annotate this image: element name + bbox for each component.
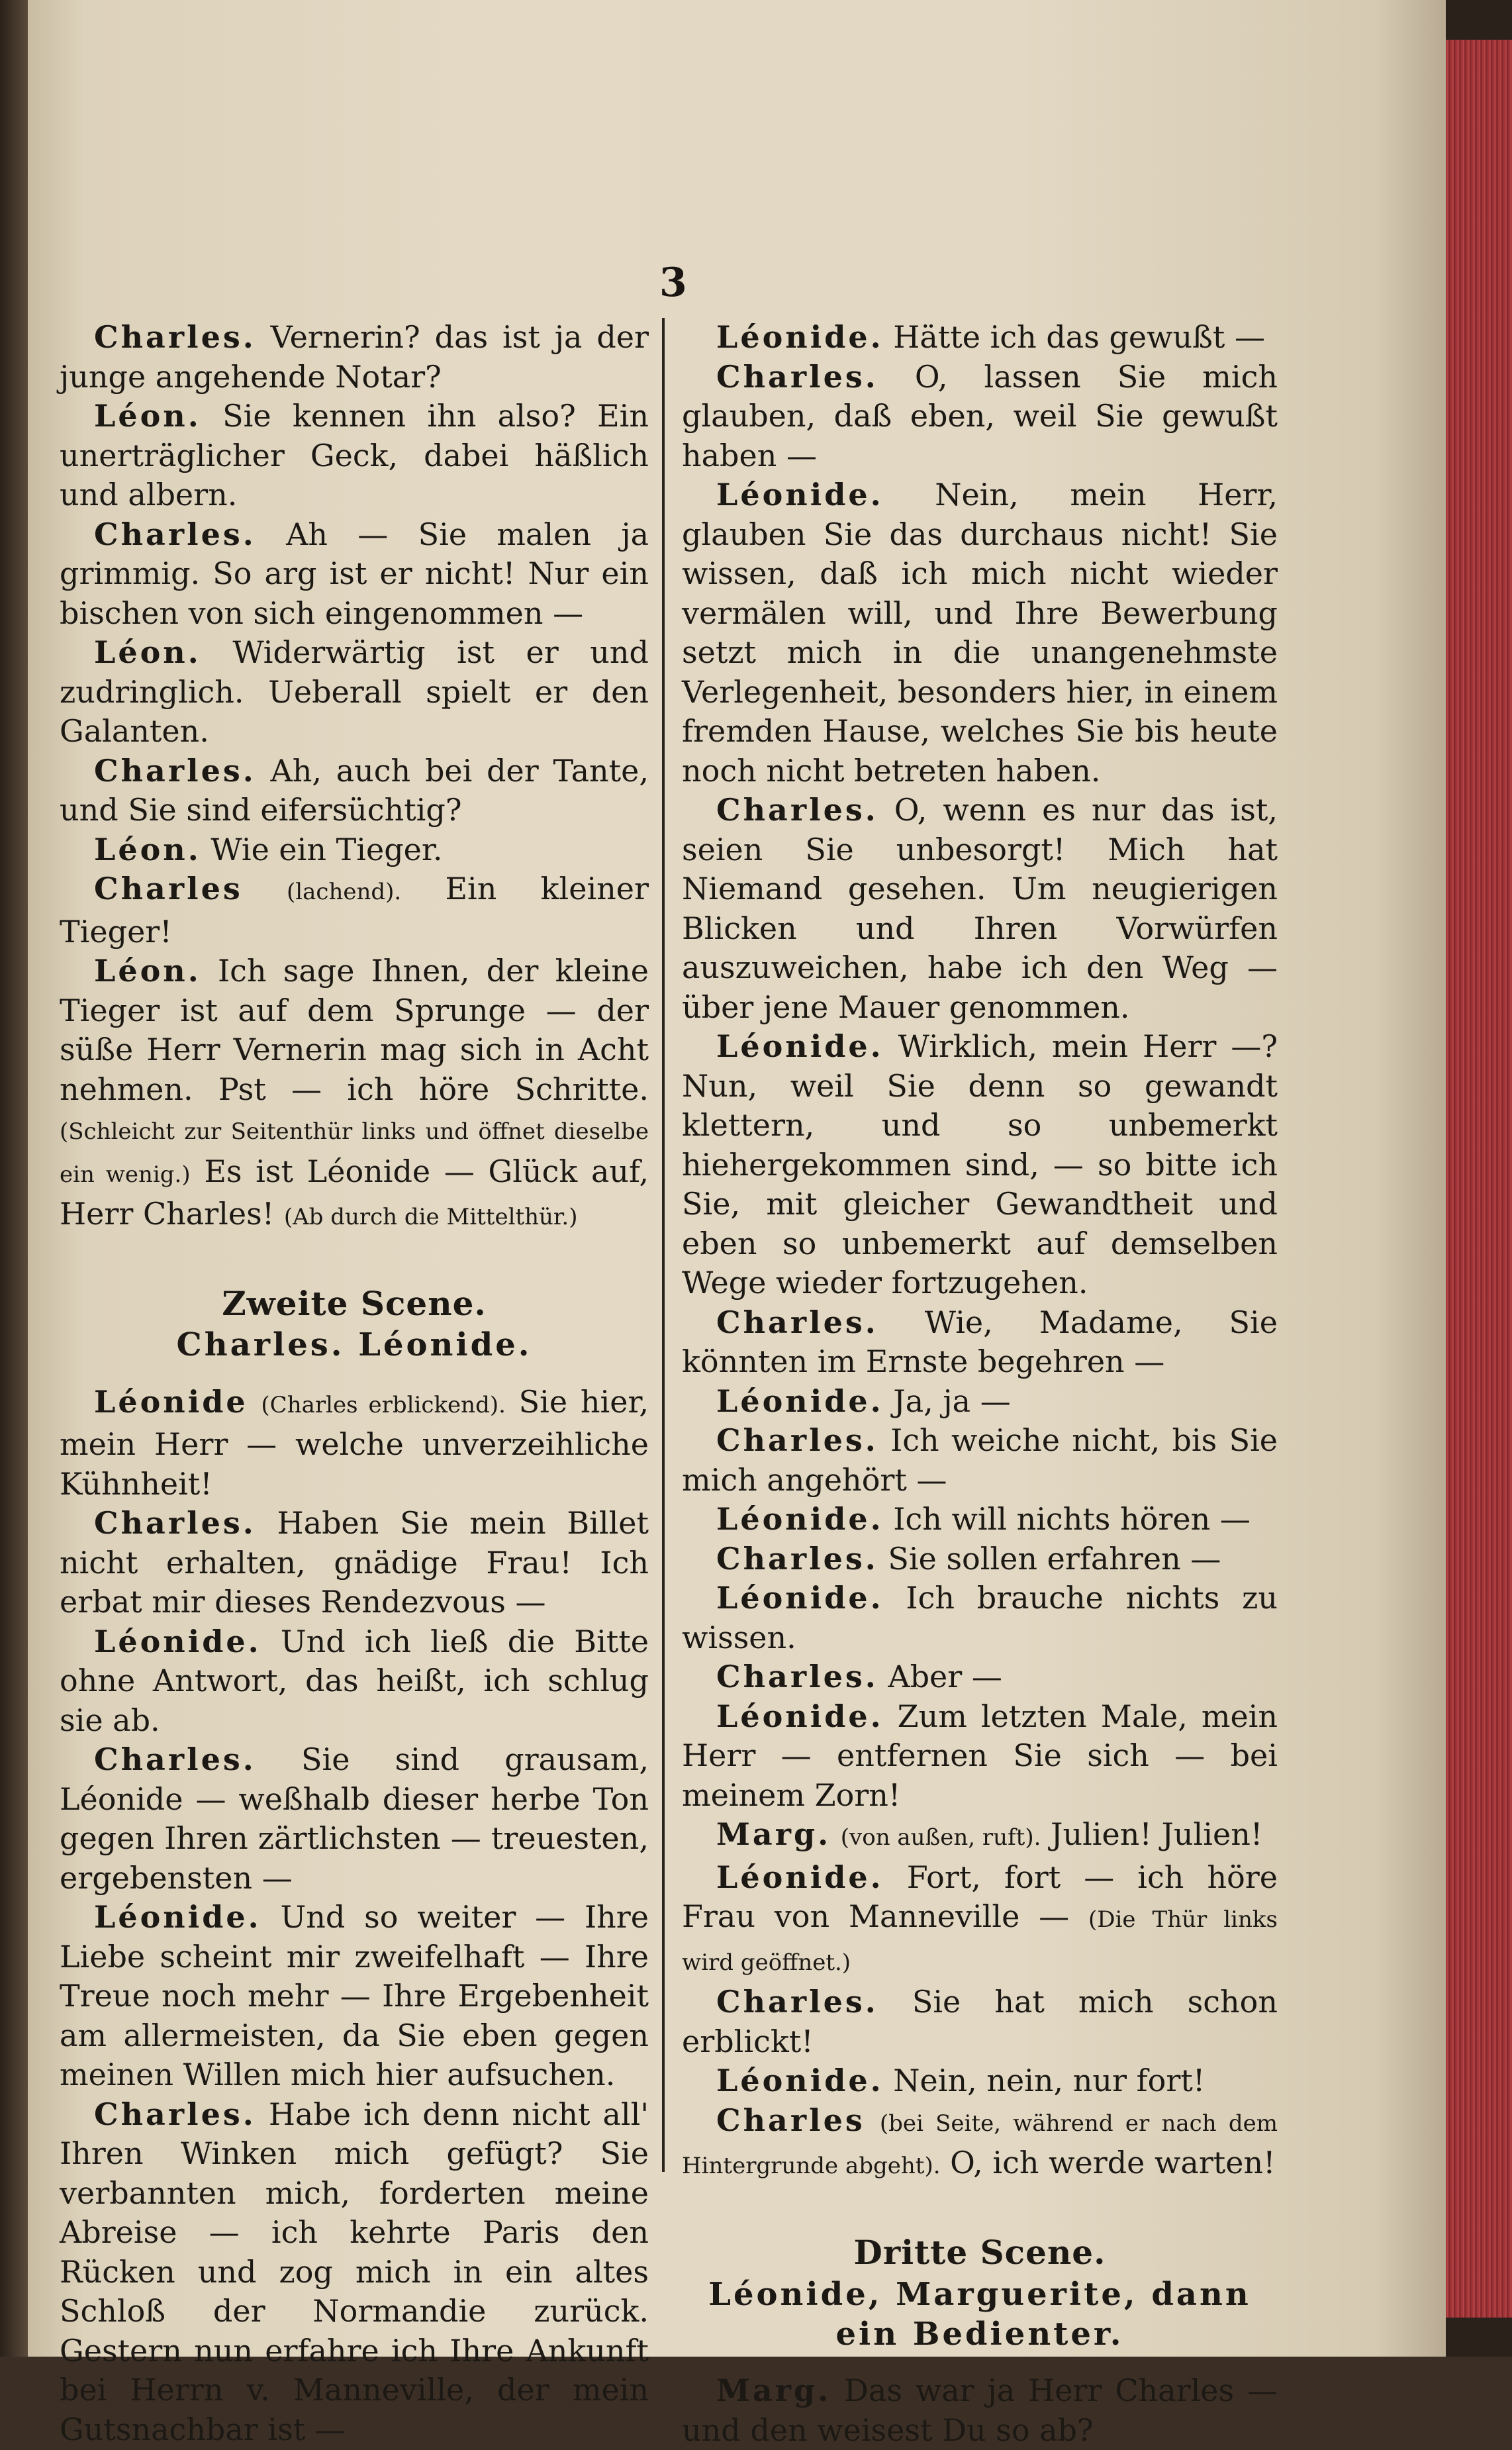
stage-direction: (Schleicht zur Seitenthür links und öffnet dieselbe ein wenig.) <box>60 1118 649 1188</box>
speaker-name: Marg. <box>716 1816 831 1852</box>
dialogue-line <box>682 1579 1278 1657</box>
dialogue-line <box>682 1540 1278 1579</box>
dialogue-text: Hätte ich das gewußt — <box>893 319 1265 355</box>
speaker-name: Léonide. <box>716 1859 884 1895</box>
speaker-name: Charles <box>716 2102 865 2138</box>
dialogue-text: Ja, ja — <box>893 1383 1011 1419</box>
speaker-name: Léon. <box>94 831 201 867</box>
speaker-name: Charles. <box>716 1984 878 2020</box>
dialogue-text: Ich sage Ihnen, der kleine Tieger ist auf dem Sprunge — der süße Herr Vernerin mag sich in Acht nehmen. Pst — ich höre Schritte. <box>60 953 649 1107</box>
dialogue-text: Habe ich denn nicht all' Ihren Winken mich gefügt? Sie verbannten mich, forderten meine Abreise — ich kehrte Paris den Rücken und zog mich in ein altes Schloß der Normandie zurück. Gestern nun erfahre ich Ihre Ankunft bei Herrn v. Manneville, der mein Gutsnachbar ist — <box>60 2096 649 2447</box>
dialogue-text: Sie kennen ihn also? Ein unerträglicher Geck, dabei häßlich und albern. <box>60 398 649 513</box>
dialogue-text: O, ich werde warten! <box>950 2145 1276 2180</box>
dialogue-text: Ein kleiner Tieger! <box>60 871 649 950</box>
dialogue-line <box>682 2061 1278 2101</box>
dialogue-text: Ich will nichts hören — <box>893 1501 1251 1537</box>
speaker-name: Charles. <box>94 752 256 789</box>
dialogue-text: Sie hat mich schon erblickt! <box>682 1984 1278 2059</box>
dialogue-line <box>682 791 1278 1027</box>
speaker-name: Léonide. <box>94 1899 261 1935</box>
dialogue-line <box>60 397 649 515</box>
dialogue-line <box>682 1303 1278 1382</box>
dialogue-text: Sie sollen erfahren — <box>888 1540 1221 1577</box>
speaker-name: Charles. <box>94 2096 256 2132</box>
stage-direction: (von außen, ruft). <box>840 1824 1041 1851</box>
speaker-name: Charles. <box>716 1659 878 1694</box>
left-column-dialogue-2 <box>60 1383 649 2450</box>
dialogue-text: Und so weiter — Ihre Liebe scheint mir zweifelhaft — Ihre Treue noch mehr — Ihre Ergebenheit am allermeisten, da Sie eben gegen meinen Willen mich hier aufsuchen. <box>60 1899 649 2092</box>
speaker-name: Charles. <box>94 1505 256 1541</box>
dialogue-text: Sie hier, mein Herr — welche unverzeihliche Kühnheit! <box>60 1383 649 1502</box>
dialogue-line <box>682 1858 1278 1983</box>
dialogue-line <box>60 633 649 752</box>
scene-three-cast: Léonide, Marguerite, dann ein Bedienter. <box>708 2276 1251 2353</box>
dialogue-line <box>60 1383 649 1504</box>
speaker-name: Léonide. <box>716 1580 884 1616</box>
dialogue-text: Nein, nein, nur fort! <box>893 2063 1205 2098</box>
dialogue-text: Vernerin? das ist ja der junge angehende Notar? <box>60 319 649 395</box>
dialogue-text: Ah — Sie malen ja grimmig. So arg ist er nicht! Nur ein bischen von sich eingenommen — <box>60 516 649 631</box>
speaker-name: Marg. <box>716 2373 831 2408</box>
speaker-name: Charles. <box>94 319 256 355</box>
speaker-name: Charles. <box>716 792 878 828</box>
dialogue-text: Sie sind grausam, Léonide — weßhalb dieser herbe Ton gegen Ihren zärtlichsten — treuesten, ergebensten — <box>60 1741 649 1896</box>
speaker-name: Léonide. <box>716 2063 884 2098</box>
speaker-name: Léonide. <box>716 319 884 355</box>
speaker-name: Léonide. <box>716 1028 884 1064</box>
dialogue-text: Fort, fort — ich höre Frau von Manneville — <box>682 1859 1278 1934</box>
right-column-dialogue-1 <box>682 318 1278 2186</box>
speaker-name: Léon. <box>94 634 201 670</box>
scene-two-cast: Charles. Léonide. <box>176 1326 532 1363</box>
dialogue-line <box>682 1382 1278 1422</box>
dialogue-line <box>682 1815 1278 1858</box>
speaker-name: Léonide. <box>716 1383 884 1419</box>
dialogue-line <box>60 318 649 397</box>
dialogue-line <box>60 869 649 952</box>
dialogue-line <box>60 515 649 634</box>
dialogue-text: Nein, mein Herr, glauben Sie das durchaus nicht! Sie wissen, daß ich mich nicht wieder vermälen will, und Ihre Bewerbung setzt mich in die unangenehmste Verlegenheit, besonders hier, in einem fremden Hause, welches Sie bis heute noch nicht betreten haben. <box>682 477 1278 789</box>
dialogue-text: Julien! Julien! <box>1051 1816 1263 1852</box>
dialogue-text: O, lassen Sie mich glauben, daß eben, weil Sie gewußt haben — <box>682 358 1278 473</box>
dialogue-line <box>60 2095 649 2450</box>
dialogue-text: Zum letzten Male, mein Herr — entfernen Sie sich — bei meinem Zorn! <box>682 1698 1278 1813</box>
dialogue-line <box>60 1898 649 2095</box>
dialogue-text: Wie ein Tieger. <box>211 831 443 867</box>
speaker-name: Léonide <box>94 1383 248 1420</box>
dialogue-text: Wirklich, mein Herr —? Nun, weil Sie denn so gewandt klettern, und so unbemerkt hiehergekommen sind, — so bitte ich Sie, mit gleicher Gewandtheit und eben so unbemerkt auf demselben Wege wieder fortzugehen. <box>682 1028 1278 1300</box>
stage-direction: (lachend). <box>287 879 402 905</box>
dialogue-line <box>60 752 649 830</box>
speaker-name: Léonide. <box>716 1501 884 1537</box>
dialogue-line <box>682 475 1278 791</box>
dialogue-text: Wie, Madame, Sie könnten im Ernste begehren — <box>682 1304 1278 1379</box>
dialogue-line <box>682 1421 1278 1500</box>
page-edges-red <box>1446 40 1512 2318</box>
dialogue-line <box>682 318 1278 358</box>
scene-two-heading: Zweite Scene. <box>222 1283 487 1323</box>
page-edge-top-shadow <box>1446 0 1512 40</box>
dialogue-text: Und ich ließ die Bitte ohne Antwort, das heißt, ich schlug sie ab. <box>60 1623 649 1738</box>
dialogue-line <box>682 1983 1278 2061</box>
speaker-name: Charles <box>94 871 243 906</box>
speaker-name: Léon. <box>94 953 201 989</box>
speaker-name: Léonide. <box>94 1623 261 1659</box>
speaker-name: Charles. <box>716 1422 878 1458</box>
dialogue-text: O, wenn es nur das ist, seien Sie unbesorgt! Mich hat Niemand gesehen. Um neugierigen Blicken und Ihren Vorwürfen auszuweichen, habe ich den Weg — über jene Mauer genommen. <box>682 792 1278 1025</box>
dialogue-line <box>682 1697 1278 1816</box>
dialogue-line <box>60 1622 649 1741</box>
speaker-name: Léonide. <box>716 477 884 513</box>
right-column <box>682 318 1278 2450</box>
stage-direction: (bei Seite, während er nach dem Hintergrunde abgeht). <box>682 2110 1278 2179</box>
left-column <box>60 318 649 2449</box>
dialogue-line <box>682 2371 1278 2450</box>
dialogue-line <box>60 952 649 1238</box>
speaker-name: Charles. <box>94 516 256 552</box>
column-divider <box>662 318 665 2172</box>
dialogue-line <box>682 1500 1278 1540</box>
dialogue-text: Haben Sie mein Billet nicht erhalten, gnädige Frau! Ich erbat mir dieses Rendezvous — <box>60 1505 649 1620</box>
speaker-name: Charles. <box>716 1540 878 1577</box>
dialogue-line <box>60 830 649 870</box>
right-column-dialogue-2 <box>682 2371 1278 2450</box>
stage-direction: (Ab durch die Mittelthür.) <box>283 1204 578 1230</box>
dialogue-line <box>682 2101 1278 2186</box>
dialogue-line <box>682 358 1278 476</box>
scene-three-heading: Dritte Scene. <box>853 2232 1106 2272</box>
dialogue-line <box>682 1657 1278 1697</box>
dialogue-text: Das war ja Herr Charles — und den weisest Du so ab? <box>682 2373 1278 2448</box>
dialogue-line <box>60 1504 649 1622</box>
speaker-name: Charles. <box>716 358 878 395</box>
speaker-name: Charles. <box>716 1304 878 1340</box>
speaker-name: Léon. <box>94 398 201 434</box>
dialogue-text: Ich weiche nicht, bis Sie mich angehört — <box>682 1422 1278 1498</box>
dialogue-line <box>60 1740 649 1898</box>
dialogue-line <box>682 1027 1278 1303</box>
speaker-name: Charles. <box>94 1741 256 1777</box>
page-edge-bottom-shadow <box>1446 2318 1512 2357</box>
dialogue-text: Ah, auch bei der Tante, und Sie sind eifersüchtig? <box>60 752 649 828</box>
book-binding-shadow <box>0 0 28 2357</box>
speaker-name: Léonide. <box>716 1698 884 1734</box>
stage-direction: (Charles erblickend). <box>261 1391 506 1418</box>
left-column-dialogue-1 <box>60 318 649 1238</box>
stage-direction: (Die Thür links wird geöffnet.) <box>682 1906 1278 1976</box>
page-number: 3 <box>659 260 687 306</box>
dialogue-text: Ich brauche nichts zu wissen. <box>682 1580 1278 1655</box>
dialogue-text: Es ist Léonide — Glück auf, Herr Charles! <box>60 1153 649 1232</box>
dialogue-text: Aber — <box>888 1659 1002 1694</box>
dialogue-text: Widerwärtig ist er und zudringlich. Ueberall spielt er den Galanten. <box>60 634 649 749</box>
